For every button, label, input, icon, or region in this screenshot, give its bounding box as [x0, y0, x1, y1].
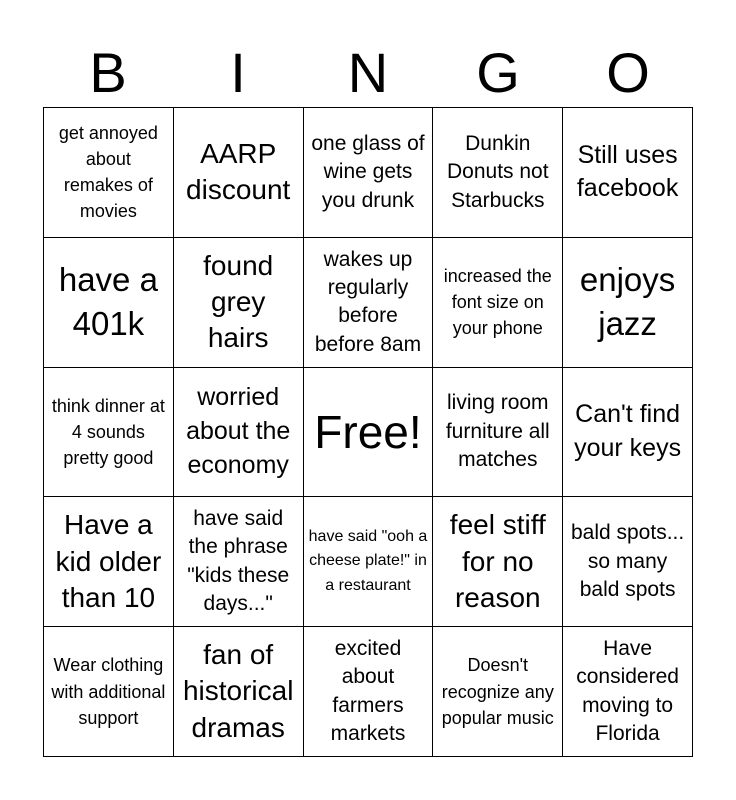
bingo-cell[interactable]	[433, 627, 563, 757]
header-letter-o: O	[606, 41, 650, 104]
cell-text: Still uses facebook	[576, 140, 679, 203]
bingo-cell[interactable]	[174, 497, 304, 627]
cell-text: have said "ooh a cheese plate!" in a restaurant	[308, 527, 428, 595]
free-space[interactable]	[304, 368, 434, 498]
bingo-cell[interactable]	[433, 497, 563, 627]
bingo-cell[interactable]	[304, 497, 434, 627]
header-letter-n: N	[347, 41, 389, 104]
bingo-cell[interactable]	[433, 368, 563, 498]
header-letter-g: G	[476, 41, 520, 104]
bingo-cell[interactable]	[563, 627, 693, 757]
bingo-cell[interactable]	[174, 108, 304, 238]
bingo-cell[interactable]	[44, 108, 174, 238]
cell-text: found grey hairs	[203, 249, 274, 354]
cell-text: wakes up regularly before before 8am	[314, 247, 422, 356]
cell-text: get annoyed about remakes of movies	[58, 123, 158, 222]
cell-text: excited about farmers markets	[330, 636, 406, 745]
bingo-cell[interactable]	[174, 368, 304, 498]
bingo-header	[43, 40, 693, 106]
bingo-grid	[43, 107, 693, 757]
bingo-cell[interactable]	[563, 238, 693, 368]
cell-text: living room furniture all matches	[445, 391, 550, 472]
bingo-cell[interactable]	[44, 238, 174, 368]
bingo-cell[interactable]	[563, 497, 693, 627]
cell-text: AARP discount	[186, 138, 291, 206]
bingo-cell[interactable]	[174, 627, 304, 757]
cell-text: fan of historical dramas	[182, 639, 294, 743]
cell-text: have said the phrase "kids these days..."	[187, 507, 290, 616]
bingo-cell[interactable]	[304, 627, 434, 757]
cell-text: one glass of wine gets you drunk	[311, 131, 425, 212]
bingo-cell[interactable]	[44, 497, 174, 627]
bingo-cell[interactable]	[563, 368, 693, 498]
bingo-cell[interactable]	[433, 108, 563, 238]
cell-text: worried about the economy	[186, 383, 291, 479]
cell-text: increased the font size on your phone	[443, 266, 552, 339]
header-letter-i: I	[230, 41, 246, 104]
free-space-text: Free!	[314, 405, 422, 458]
bingo-cell[interactable]	[563, 108, 693, 238]
cell-text: Have considered moving to Florida	[576, 636, 679, 745]
bingo-cell[interactable]	[174, 238, 304, 368]
cell-text: Wear clothing with additional support	[51, 655, 166, 728]
header-letter-b: B	[89, 41, 127, 104]
bingo-cell[interactable]	[304, 238, 434, 368]
cell-text: Can't find your keys	[574, 400, 682, 462]
cell-text: Doesn't recognize any popular music	[441, 655, 554, 728]
bingo-cell[interactable]	[433, 238, 563, 368]
cell-text: enjoys jazz	[579, 260, 676, 343]
bingo-cell[interactable]	[44, 368, 174, 498]
cell-text: bald spots... so many bald spots	[570, 521, 685, 601]
cell-text: have a 401k	[58, 260, 158, 343]
bingo-cell[interactable]	[44, 627, 174, 757]
cell-text: Dunkin Donuts not Starbucks	[447, 131, 549, 212]
cell-text: think dinner at 4 sounds pretty good	[51, 395, 165, 469]
bingo-cell[interactable]	[304, 108, 434, 238]
cell-text: feel stiff for no reason	[449, 509, 546, 613]
cell-text: Have a kid older than 10	[55, 509, 162, 613]
